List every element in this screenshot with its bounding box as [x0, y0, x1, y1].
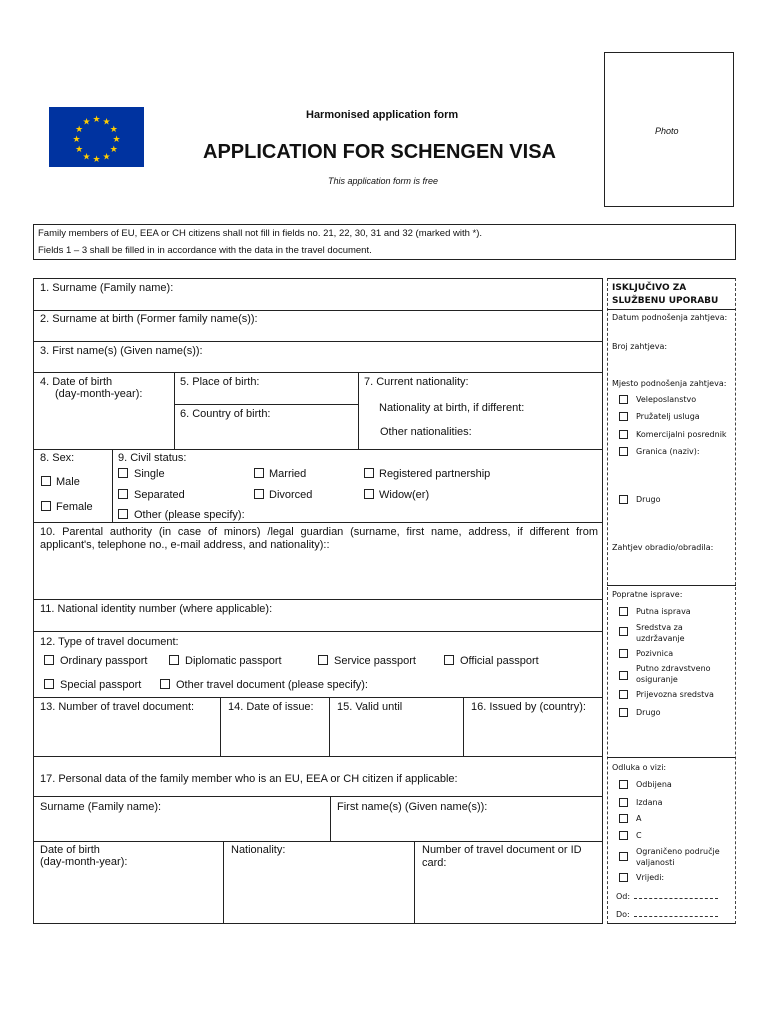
field-9-label: 9. Civil status: [118, 452, 187, 464]
sidebar-heading-1: ISKLJUČIVO ZA [612, 283, 687, 293]
sidebar-heading-2: SLUŽBENU UPORABU [612, 296, 719, 306]
do-field[interactable] [634, 908, 718, 917]
odbijena-label: Odbijena [636, 780, 672, 789]
field-14-label: 14. Date of issue: [228, 701, 314, 713]
ograniceno-label: Ograničeno područje valjanosti [636, 847, 720, 867]
field-6-label: 6. Country of birth: [180, 408, 271, 420]
field-17-dob-label: Date of birth [40, 844, 100, 856]
married-label: Married [269, 468, 307, 480]
veleposlanstvo-label: Veleposlanstvo [636, 395, 697, 404]
ordinary-passport-checkbox[interactable] [44, 655, 54, 665]
field-17-dob-sublabel: (day-month-year): [40, 856, 128, 868]
eu-flag [49, 107, 144, 167]
official-passport-checkbox[interactable] [444, 655, 454, 665]
svg-text:★: ★ [112, 135, 121, 145]
broj-label: Broj zahtjeva: [612, 342, 668, 351]
special-passport-checkbox[interactable] [44, 679, 54, 689]
putno-checkbox[interactable] [619, 671, 628, 680]
harmonised-label: Harmonised application form [306, 109, 459, 121]
female-label: Female [56, 501, 93, 513]
visa-a-checkbox[interactable] [619, 814, 628, 823]
do-text: Do: [616, 910, 630, 919]
popratne-label: Popratne isprave: [612, 590, 683, 599]
od-text: Od: [616, 892, 631, 901]
od-label [616, 890, 718, 901]
female-checkbox[interactable] [41, 501, 51, 511]
do-label [616, 908, 718, 919]
sredstva-label: Sredstva za uzdržavanje [636, 623, 685, 643]
field-3-label: 3. First name(s) (Given name(s)): [40, 345, 203, 357]
od-field[interactable] [634, 890, 718, 899]
svg-text:★: ★ [75, 145, 84, 155]
page-title: APPLICATION FOR SCHENGEN VISA [203, 141, 556, 163]
vrijedi-checkbox[interactable] [619, 873, 628, 882]
field-5-label: 5. Place of birth: [180, 376, 260, 388]
svg-text:★: ★ [82, 152, 91, 163]
svg-text:★: ★ [92, 155, 101, 165]
photo-label: Photo [655, 126, 679, 136]
svg-text:★: ★ [102, 152, 111, 163]
field-10-label: 10. Parental authority (in case of minors) /legal guardian (surname, first name, address, if different from applicant's, telephone no., e-mail address, and nationality):: [40, 526, 598, 551]
male-checkbox[interactable] [41, 476, 51, 486]
datum-label: Datum podnošenja zahtjeva: [612, 313, 728, 322]
svg-text:★: ★ [92, 115, 101, 125]
granica-checkbox[interactable] [619, 447, 628, 456]
field-17-surname-label: Surname (Family name): [40, 801, 162, 813]
field-13-label: 13. Number of travel document: [40, 701, 195, 713]
ograniceno-checkbox[interactable] [619, 852, 628, 861]
free-notice: This application form is free [328, 176, 439, 186]
izdana-label: Izdana [636, 798, 663, 807]
diplomatic-passport-label: Diplomatic passport [185, 655, 282, 667]
service-passport-label: Service passport [334, 655, 416, 667]
mjesto-label: Mjesto podnošenja zahtjeva: [612, 379, 727, 388]
registered-partnership-checkbox[interactable] [364, 468, 374, 478]
field-1-label: 1. Surname (Family name): [40, 282, 174, 294]
field-17-label: 17. Personal data of the family member who is an EU, EEA or CH citizen if applicable: [40, 773, 458, 785]
putno-label: Putno zdravstveno osiguranje [636, 664, 711, 684]
field-7-other-label: Other nationalities: [380, 426, 472, 438]
field-11-label: 11. National identity number (where applicable): [40, 603, 273, 615]
field-16-label: 16. Issued by (country): [471, 701, 586, 713]
komercijalni-checkbox[interactable] [619, 430, 628, 439]
prijevozna-label: Prijevozna sredstva [636, 690, 714, 699]
service-passport-checkbox[interactable] [318, 655, 328, 665]
pruzatelj-label: Pružatelj usluga [636, 412, 700, 421]
separated-label: Separated [134, 489, 185, 501]
komercijalni-label: Komercijalni posrednik [636, 430, 727, 439]
sredstva-checkbox[interactable] [619, 627, 628, 636]
zahtjev-label: Zahtjev obradio/obradila: [612, 543, 714, 552]
svg-text:★: ★ [72, 135, 81, 145]
divorced-label: Divorced [269, 489, 313, 501]
married-checkbox[interactable] [254, 468, 264, 478]
field-17-nationality-label: Nationality: [231, 844, 286, 856]
field-12-label: 12. Type of travel document: [40, 636, 179, 648]
visa-c-checkbox[interactable] [619, 831, 628, 840]
male-label: Male [56, 476, 80, 488]
field-17-first-name-label: First name(s) (Given name(s)): [337, 801, 488, 813]
pozivnica-label: Pozivnica [636, 649, 674, 658]
registered-partnership-label: Registered partnership [379, 468, 491, 480]
drugo-2-checkbox[interactable] [619, 708, 628, 717]
official-use-sidebar [607, 278, 736, 924]
granica-label: Granica (naziv): [636, 447, 700, 456]
other-travel-document-checkbox[interactable] [160, 679, 170, 689]
field-2-label: 2. Surname at birth (Former family name(s)): [40, 313, 258, 325]
field-15-label: 15. Valid until [337, 701, 403, 713]
drugo-checkbox[interactable] [619, 495, 628, 504]
widow-checkbox[interactable] [364, 489, 374, 499]
visa-a-label: A [636, 814, 642, 823]
svg-text:★: ★ [109, 125, 118, 135]
single-checkbox[interactable] [118, 468, 128, 478]
single-label: Single [134, 468, 165, 480]
field-8-label: 8. Sex: [40, 452, 75, 464]
drugo-2-label: Drugo [636, 708, 661, 717]
putna-label: Putna isprava [636, 607, 691, 616]
field-17-document-label: Number of travel document or ID card: [422, 844, 582, 869]
official-passport-label: Official passport [460, 655, 539, 667]
svg-text:★: ★ [75, 125, 84, 135]
divorced-checkbox[interactable] [254, 489, 264, 499]
prijevozna-checkbox[interactable] [619, 690, 628, 699]
izdana-checkbox[interactable] [619, 798, 628, 807]
other-civil-status-label: Other (please specify): [134, 509, 245, 521]
eu-stars-icon [49, 107, 144, 167]
pozivnica-checkbox[interactable] [619, 649, 628, 658]
drugo-label: Drugo [636, 495, 661, 504]
special-passport-label: Special passport [60, 679, 142, 691]
odluka-label: Odluka o vizi: [612, 763, 667, 772]
putna-checkbox[interactable] [619, 607, 628, 616]
main-form [33, 278, 603, 924]
diplomatic-passport-checkbox[interactable] [169, 655, 179, 665]
other-civil-status-checkbox[interactable] [118, 509, 128, 519]
notice-line-2: Fields 1 – 3 shall be filled in in accordance with the data in the travel document. [38, 245, 372, 256]
other-travel-document-label: Other travel document (please specify): [176, 679, 368, 691]
svg-text:★: ★ [109, 145, 118, 155]
visa-c-label: C [636, 831, 642, 840]
notice-line-1: Family members of EU, EEA or CH citizens shall not fill in fields no. 21, 22, 30, 31 and 32 (marked with *). [38, 228, 483, 239]
pruzatelj-checkbox[interactable] [619, 412, 628, 421]
ordinary-passport-label: Ordinary passport [60, 655, 148, 667]
field-4-sublabel: (day-month-year): [55, 388, 143, 400]
field-7-label: 7. Current nationality: [364, 376, 469, 388]
separated-checkbox[interactable] [118, 489, 128, 499]
svg-text:★: ★ [102, 117, 111, 128]
widow-label: Widow(er) [379, 489, 430, 501]
odbijena-checkbox[interactable] [619, 780, 628, 789]
field-4-label: 4. Date of birth [40, 376, 113, 388]
svg-text:★: ★ [82, 117, 91, 128]
veleposlanstvo-checkbox[interactable] [619, 395, 628, 404]
vrijedi-label: Vrijedi: [636, 873, 665, 882]
field-7-birth-label: Nationality at birth, if different: [379, 402, 525, 414]
